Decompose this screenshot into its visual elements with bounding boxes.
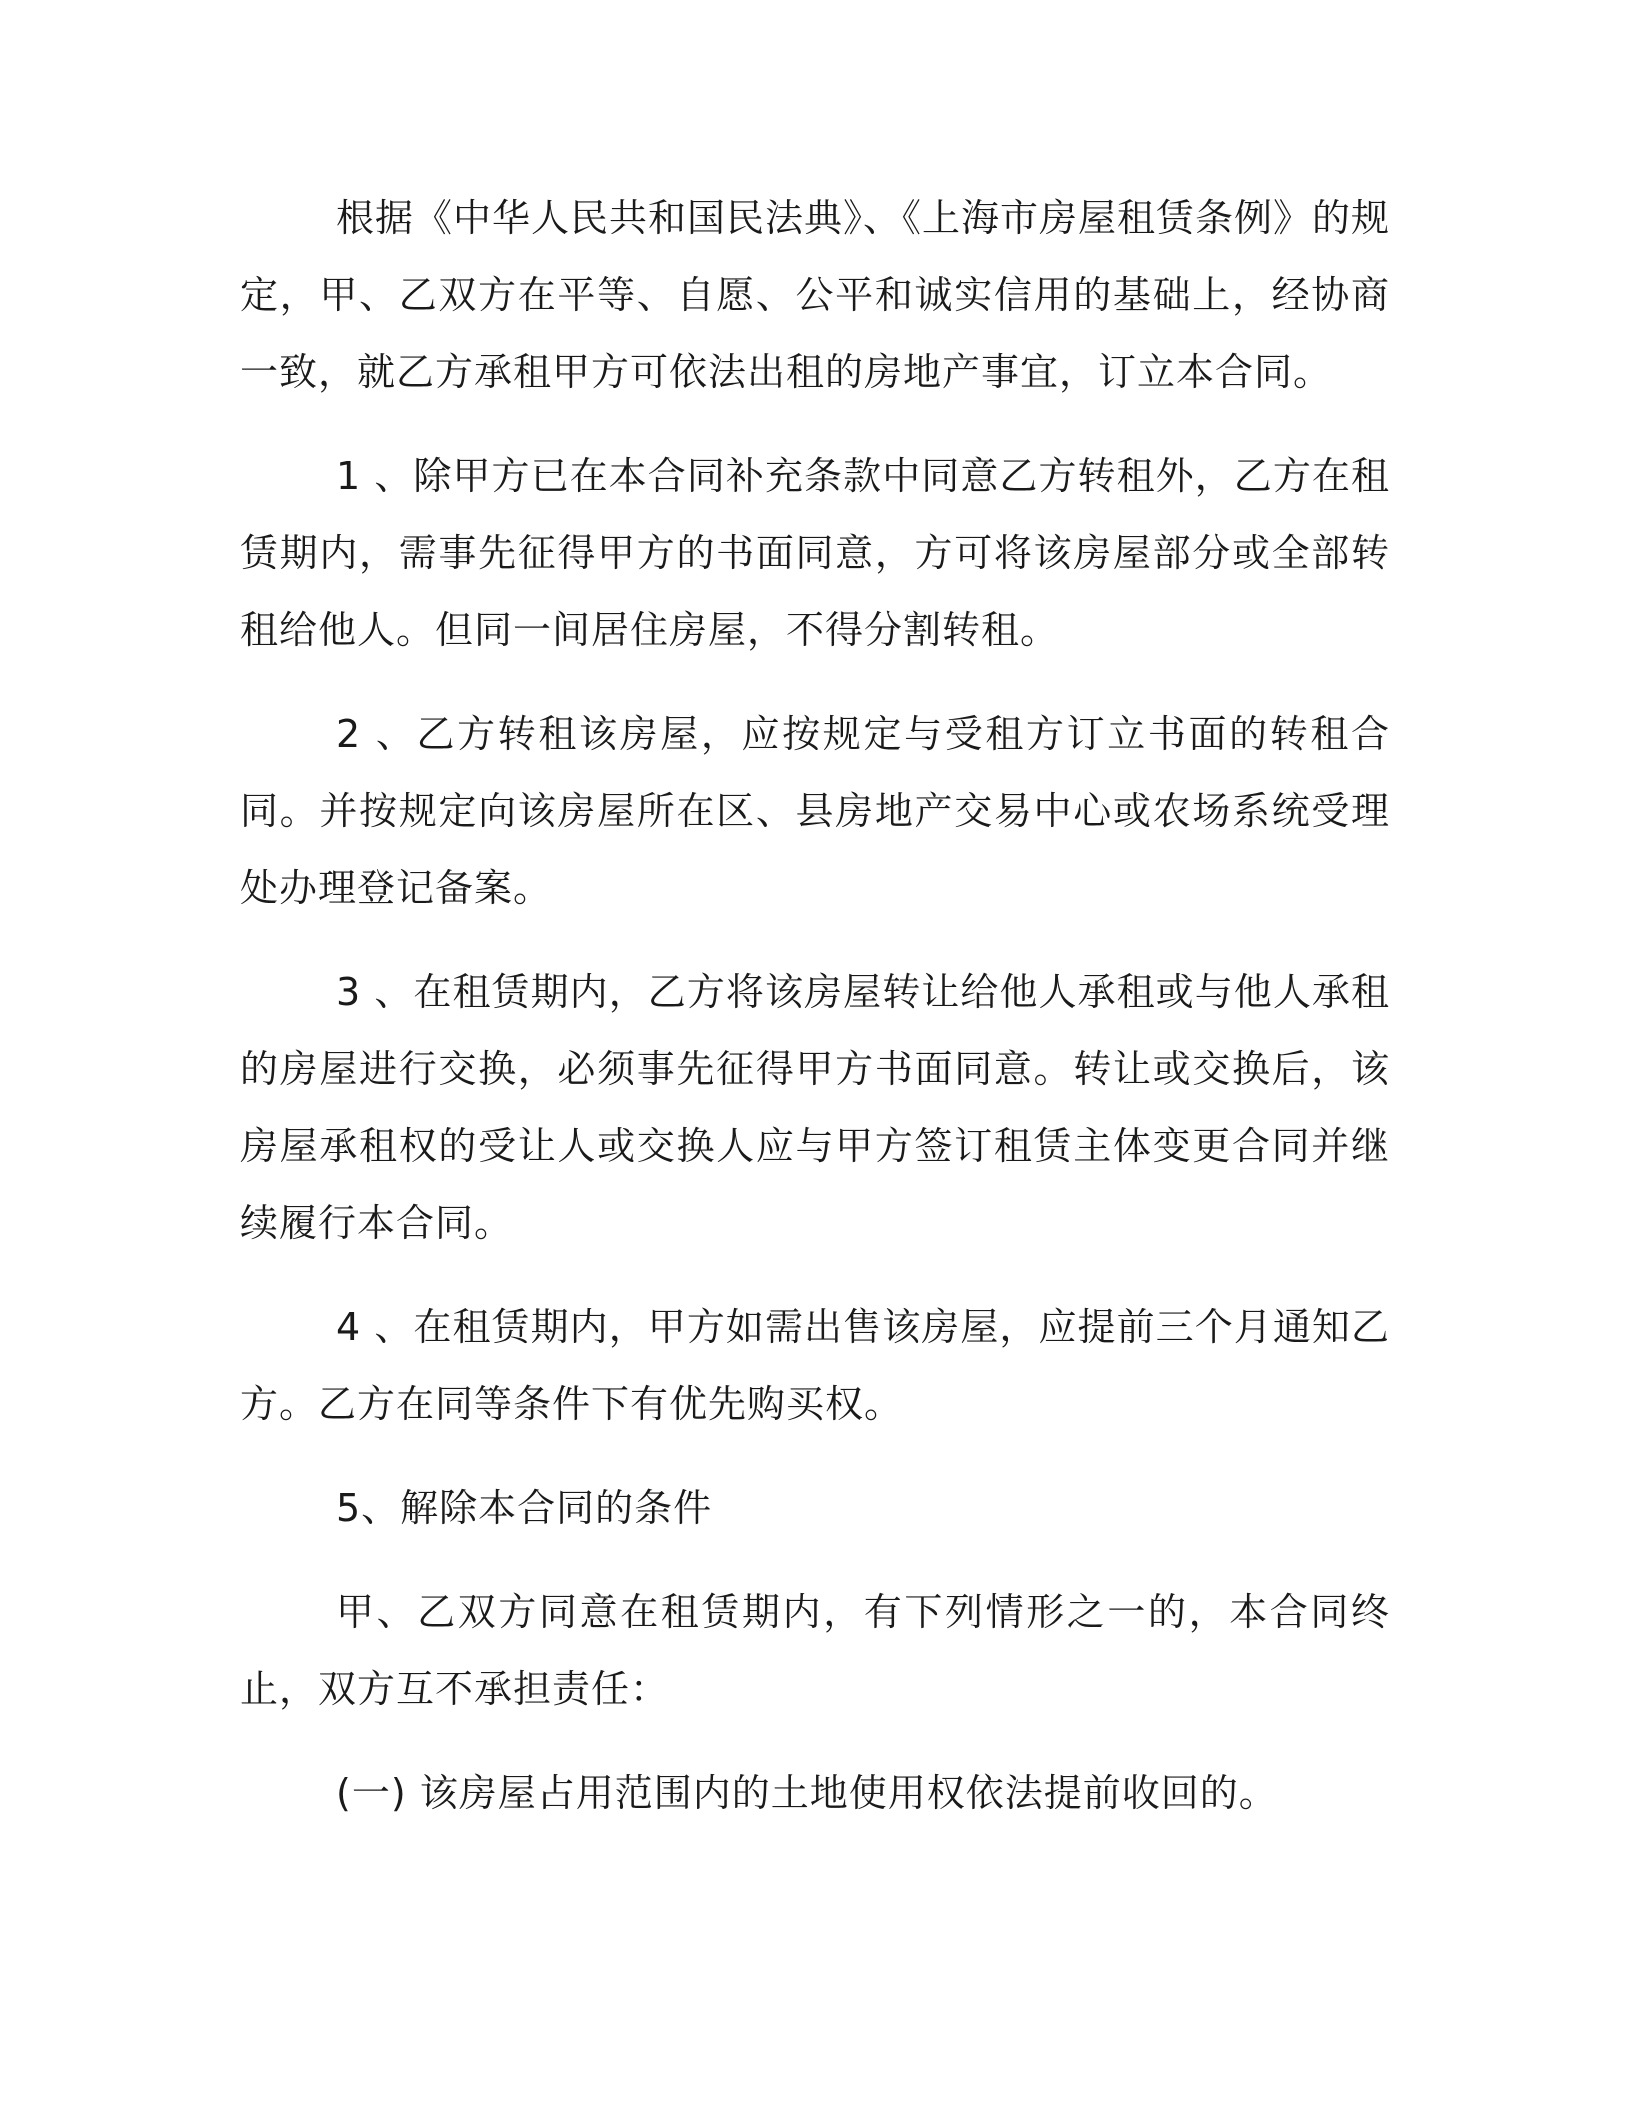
document-body xyxy=(240,180,1390,1859)
paragraph-clause-2: 2 、乙方转租该房屋，应按规定与受租方订立书面的转租合同。并按规定向该房屋所在区、县房地产交易中心或农场系统受理处办理登记备案。 xyxy=(240,712,1390,910)
paragraph-termination-intro: 甲、乙双方同意在租赁期内，有下列情形之一的，本合同终止，双方互不承担责任： xyxy=(240,1590,1390,1711)
paragraph-clause-4: 4 、在租赁期内，甲方如需出售该房屋，应提前三个月通知乙方。乙方在同等条件下有优先购买权。 xyxy=(240,1305,1390,1426)
section-heading-termination: 5、解除本合同的条件 xyxy=(336,1486,713,1530)
paragraph-clause-1: 1 、除甲方已在本合同补充条款中同意乙方转租外，乙方在租赁期内，需事先征得甲方的书面同意，方可将该房屋部分或全部转租给他人。但同一间居住房屋，不得分割转租。 xyxy=(240,454,1390,652)
paragraph-clause-3: 3 、在租赁期内，乙方将该房屋转让给他人承租或与他人承租的房屋进行交换，必须事先征得甲方书面同意。转让或交换后，该房屋承租权的受让人或交换人应与甲方签订租赁主体变更合同并继续履行本合同。 xyxy=(240,970,1390,1245)
paragraph-termination-item-1: (一) 该房屋占用范围内的土地使用权依法提前收回的。 xyxy=(336,1771,1278,1815)
paragraph-preamble: 根据《中华人民共和国民法典》、《上海市房屋租赁条例》的规定，甲、乙双方在平等、自愿、公平和诚实信用的基础上，经协商一致，就乙方承租甲方可依法出租的房地产事宜，订立本合同。 xyxy=(240,196,1391,394)
